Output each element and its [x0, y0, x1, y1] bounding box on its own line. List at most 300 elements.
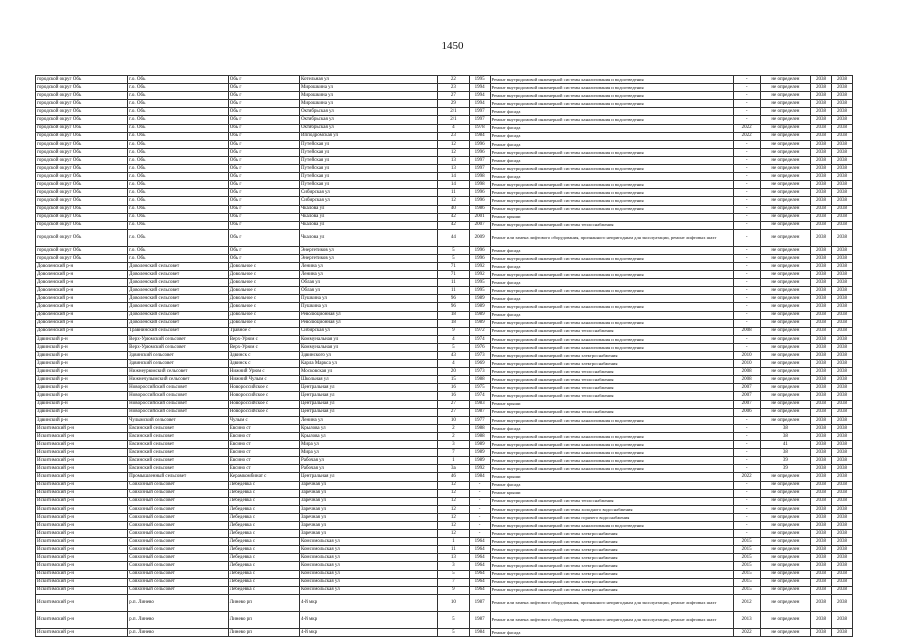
cost-cell: не определен	[760, 213, 810, 221]
table-row	[36, 213, 853, 221]
settlement-cell: Лебедевка с	[228, 521, 299, 529]
cost-cell: не определен	[760, 343, 810, 351]
last-repair-year-cell: -	[733, 100, 760, 108]
table-row	[36, 449, 853, 457]
cost-cell: не определен	[760, 189, 810, 197]
cost-cell: не определен	[760, 279, 810, 287]
last-repair-year-cell: -	[733, 221, 760, 229]
cost-cell: не определен	[760, 116, 810, 124]
street-cell: Революционная ул	[299, 319, 437, 327]
plan-start-cell: 2038	[811, 481, 832, 489]
build-year-cell: 1987	[469, 408, 490, 416]
settlement-cell: Нижний Урюм с	[228, 368, 299, 376]
table-row	[36, 611, 853, 628]
plan-end-cell: 2038	[831, 100, 852, 108]
municipality-cell: г.о. Обь	[128, 254, 229, 262]
build-year-cell: 1984	[469, 132, 490, 140]
plan-start-cell: 2038	[811, 562, 832, 570]
last-repair-year-cell: -	[733, 262, 760, 270]
municipality-cell: г.о. Обь	[128, 140, 229, 148]
work-type-cell: Ремонт внутридомовой инженерной системы канализования и водоотведения	[490, 416, 733, 424]
plan-start-cell: 2038	[811, 287, 832, 295]
house-number-cell: 44	[438, 229, 469, 246]
district-cell: городской округ Обь	[36, 205, 128, 213]
municipality-cell: г.о. Обь	[128, 108, 229, 116]
settlement-cell: Нижний Чулым с	[228, 376, 299, 384]
house-number-cell: 16	[438, 384, 469, 392]
settlement-cell: Обь г	[228, 165, 299, 173]
municipality-cell: Чулымский сельсовет	[128, 416, 229, 424]
district-cell: городской округ Обь	[36, 181, 128, 189]
plan-end-cell: 2038	[831, 457, 852, 465]
cost-cell: не определен	[760, 538, 810, 546]
district-cell: Искитимский р-н	[36, 481, 128, 489]
cost-cell: не определен	[760, 311, 810, 319]
district-cell: Искитимский р-н	[36, 457, 128, 465]
municipality-cell: г.о. Обь	[128, 213, 229, 221]
district-cell: Искитимский р-н	[36, 594, 128, 611]
plan-start-cell: 2038	[811, 360, 832, 368]
table-row	[36, 457, 853, 465]
work-type-cell: Ремонт внутридомовой инженерной системы электроснабжения	[490, 546, 733, 554]
work-type-cell: Ремонт внутридомовой инженерной системы теплоснабжения	[490, 384, 733, 392]
build-year-cell: 1977	[469, 416, 490, 424]
work-type-cell: Ремонт фасада	[490, 295, 733, 303]
municipality-cell: Совхозный сельсовет	[128, 489, 229, 497]
work-type-cell: Ремонт внутридомовой инженерной системы теплоснабжения	[490, 497, 733, 505]
cost-cell: 41	[760, 441, 810, 449]
build-year-cell: 1989	[469, 311, 490, 319]
table-row	[36, 554, 853, 562]
table-row	[36, 84, 853, 92]
work-type-cell: Ремонт внутридомовой инженерной системы канализования и водоотведения	[490, 254, 733, 262]
house-number-cell: 11	[438, 279, 469, 287]
street-cell: Центральная ул	[299, 400, 437, 408]
house-number-cell: 11	[438, 546, 469, 554]
last-repair-year-cell: 2007	[733, 400, 760, 408]
settlement-cell: Лебедевка с	[228, 562, 299, 570]
plan-end-cell: 2038	[831, 473, 852, 481]
settlement-cell: Лебедевка с	[228, 481, 299, 489]
build-year-cell: 1998	[469, 173, 490, 181]
municipality-cell: г.о. Обь	[128, 229, 229, 246]
plan-start-cell: 2038	[811, 416, 832, 424]
table-row	[36, 562, 853, 570]
work-type-cell: Ремонт фасада	[490, 311, 733, 319]
build-year-cell: 1964	[469, 554, 490, 562]
district-cell: городской округ Обь	[36, 189, 128, 197]
build-year-cell: 1989	[469, 441, 490, 449]
plan-start-cell: 2038	[811, 473, 832, 481]
house-number-cell: 9	[438, 586, 469, 594]
table-row	[36, 156, 853, 164]
plan-end-cell: 2038	[831, 84, 852, 92]
settlement-cell: Обь г	[228, 221, 299, 229]
registry-body	[36, 76, 853, 637]
municipality-cell: Евсинский сельсовет	[128, 465, 229, 473]
settlement-cell: Здвинск с	[228, 352, 299, 360]
plan-start-cell: 2038	[811, 505, 832, 513]
work-type-cell: Ремонт фасада	[490, 481, 733, 489]
build-year-cell: 1973	[469, 368, 490, 376]
table-row	[36, 148, 853, 156]
build-year-cell: 1983	[469, 400, 490, 408]
street-cell: Центральная ул	[299, 392, 437, 400]
plan-end-cell: 2038	[831, 327, 852, 335]
municipality-cell: г.о. Обь	[128, 148, 229, 156]
table-row	[36, 481, 853, 489]
table-row	[36, 335, 853, 343]
work-type-cell: Ремонт внутридомовой инженерной системы канализования и водоотведения	[490, 343, 733, 351]
municipality-cell: р.п. Линево	[128, 628, 229, 636]
cost-cell: не определен	[760, 352, 810, 360]
last-repair-year-cell: 2007	[733, 392, 760, 400]
settlement-cell: Лебедевка с	[228, 489, 299, 497]
street-cell: Комсомольская ул	[299, 546, 437, 554]
last-repair-year-cell: 2015	[733, 538, 760, 546]
house-number-cell: 15	[438, 376, 469, 384]
last-repair-year-cell: 2010	[733, 352, 760, 360]
street-cell: Комсомольская ул	[299, 570, 437, 578]
plan-start-cell: 2038	[811, 156, 832, 164]
plan-end-cell: 2038	[831, 76, 852, 84]
plan-end-cell: 2038	[831, 108, 852, 116]
plan-start-cell: 2038	[811, 189, 832, 197]
street-cell: Чкалова ул	[299, 213, 437, 221]
cost-cell: не определен	[760, 505, 810, 513]
district-cell: городской округ Обь	[36, 132, 128, 140]
house-number-cell: 22	[438, 76, 469, 84]
plan-start-cell: 2038	[811, 262, 832, 270]
street-cell: Путейская ул	[299, 165, 437, 173]
plan-start-cell: 2038	[811, 132, 832, 140]
table-row	[36, 197, 853, 205]
plan-end-cell: 2038	[831, 140, 852, 148]
house-number-cell: 16	[438, 392, 469, 400]
last-repair-year-cell: -	[733, 140, 760, 148]
district-cell: городской округ Обь	[36, 76, 128, 84]
settlement-cell: Евсино ст	[228, 457, 299, 465]
table-row	[36, 465, 853, 473]
settlement-cell: Лебедевка с	[228, 530, 299, 538]
plan-start-cell: 2038	[811, 327, 832, 335]
district-cell: Искитимский р-н	[36, 611, 128, 628]
settlement-cell: Обь г	[228, 229, 299, 246]
plan-start-cell: 2038	[811, 205, 832, 213]
plan-start-cell: 2038	[811, 392, 832, 400]
last-repair-year-cell: 2022	[733, 132, 760, 140]
last-repair-year-cell: 2010	[733, 360, 760, 368]
work-type-cell: Ремонт фасада	[490, 262, 733, 270]
table-row	[36, 287, 853, 295]
district-cell: Здвинский р-н	[36, 400, 128, 408]
street-cell: Заречная ул	[299, 481, 437, 489]
district-cell: городской округ Обь	[36, 229, 128, 246]
build-year-cell: 1988	[469, 432, 490, 440]
build-year-cell: 1989	[469, 457, 490, 465]
district-cell: Искитимский р-н	[36, 497, 128, 505]
work-type-cell: Ремонт внутридомовой инженерной системы электроснабжения	[490, 562, 733, 570]
plan-end-cell: 2038	[831, 497, 852, 505]
street-cell: Центральная ул	[299, 408, 437, 416]
plan-end-cell: 2038	[831, 295, 852, 303]
last-repair-year-cell: -	[733, 416, 760, 424]
house-number-cell: 18	[438, 319, 469, 327]
work-type-cell: Ремонт внутридомовой инженерной системы канализования и водоотведения	[490, 287, 733, 295]
house-number-cell: 12	[438, 505, 469, 513]
table-row	[36, 497, 853, 505]
work-type-cell: Ремонт внутридомовой инженерной системы канализования и водоотведения	[490, 303, 733, 311]
build-year-cell: 1997	[469, 116, 490, 124]
municipality-cell: Новороссийский сельсовет	[128, 392, 229, 400]
build-year-cell: -	[469, 521, 490, 529]
plan-end-cell: 2038	[831, 481, 852, 489]
table-row	[36, 165, 853, 173]
settlement-cell: Лебедевка с	[228, 570, 299, 578]
house-number-cell: 3	[438, 441, 469, 449]
settlement-cell: Лебедевка с	[228, 554, 299, 562]
work-type-cell: Ремонт фасада	[490, 628, 733, 636]
plan-start-cell: 2038	[811, 165, 832, 173]
cost-cell: не определен	[760, 384, 810, 392]
table-row	[36, 124, 853, 132]
settlement-cell: Обь г	[228, 132, 299, 140]
work-type-cell: Ремонт внутридомовой инженерной системы теплоснабжения	[490, 408, 733, 416]
house-number-cell: 11	[438, 189, 469, 197]
plan-end-cell: 2038	[831, 156, 852, 164]
work-type-cell: Ремонт фасада	[490, 140, 733, 148]
district-cell: городской округ Обь	[36, 92, 128, 100]
house-number-cell: 2	[438, 432, 469, 440]
table-row	[36, 400, 853, 408]
district-cell: Искитимский р-н	[36, 570, 128, 578]
table-row	[36, 628, 853, 636]
cost-cell: не определен	[760, 513, 810, 521]
district-cell: Здвинский р-н	[36, 360, 128, 368]
plan-end-cell: 2038	[831, 441, 852, 449]
plan-start-cell: 2038	[811, 570, 832, 578]
settlement-cell: Обь г	[228, 84, 299, 92]
district-cell: Искитимский р-н	[36, 489, 128, 497]
house-number-cell: 13	[438, 554, 469, 562]
municipality-cell: р.п. Линево	[128, 594, 229, 611]
build-year-cell: 1997	[469, 108, 490, 116]
municipality-cell: Совхозный сельсовет	[128, 538, 229, 546]
municipality-cell: г.о. Обь	[128, 116, 229, 124]
table-row	[36, 92, 853, 100]
table-row	[36, 570, 853, 578]
plan-end-cell: 2038	[831, 343, 852, 351]
district-cell: Здвинский р-н	[36, 376, 128, 384]
district-cell: Искитимский р-н	[36, 530, 128, 538]
district-cell: городской округ Обь	[36, 221, 128, 229]
settlement-cell: Довольное с	[228, 262, 299, 270]
build-year-cell: 1996	[469, 140, 490, 148]
plan-end-cell: 2038	[831, 521, 852, 529]
last-repair-year-cell: -	[733, 205, 760, 213]
plan-start-cell: 2038	[811, 352, 832, 360]
plan-end-cell: 2038	[831, 384, 852, 392]
house-number-cell: 12	[438, 521, 469, 529]
district-cell: Искитимский р-н	[36, 505, 128, 513]
last-repair-year-cell: -	[733, 148, 760, 156]
build-year-cell: -	[469, 530, 490, 538]
plan-end-cell: 2038	[831, 594, 852, 611]
street-cell: Комсомольская ул	[299, 578, 437, 586]
municipality-cell: г.о. Обь	[128, 156, 229, 164]
plan-end-cell: 2038	[831, 628, 852, 636]
build-year-cell: 1995	[469, 279, 490, 287]
municipality-cell: г.о. Обь	[128, 124, 229, 132]
work-type-cell: Ремонт внутридомовой инженерной системы электроснабжения	[490, 360, 733, 368]
work-type-cell: Ремонт внутридомовой инженерной системы канализования и водоотведения	[490, 189, 733, 197]
street-cell: Коммунальная ул	[299, 335, 437, 343]
plan-start-cell: 2038	[811, 295, 832, 303]
municipality-cell: Евсинский сельсовет	[128, 432, 229, 440]
house-number-cell: 13	[438, 165, 469, 173]
settlement-cell: Евсино ст	[228, 432, 299, 440]
house-number-cell: 27	[438, 92, 469, 100]
district-cell: Искитимский р-н	[36, 586, 128, 594]
district-cell: Здвинский р-н	[36, 392, 128, 400]
cost-cell: 39	[760, 457, 810, 465]
build-year-cell: 1994	[469, 84, 490, 92]
municipality-cell: Совхозный сельсовет	[128, 513, 229, 521]
cost-cell: не определен	[760, 392, 810, 400]
plan-end-cell: 2038	[831, 352, 852, 360]
work-type-cell: Ремонт внутридомовой инженерной системы электроснабжения	[490, 586, 733, 594]
cost-cell: не определен	[760, 132, 810, 140]
house-number-cell: 10	[438, 594, 469, 611]
municipality-cell: Совхозный сельсовет	[128, 570, 229, 578]
settlement-cell: Обь г	[228, 116, 299, 124]
last-repair-year-cell: -	[733, 303, 760, 311]
table-row	[36, 546, 853, 554]
settlement-cell: Обь г	[228, 76, 299, 84]
street-cell: Октябрьская ул	[299, 124, 437, 132]
work-type-cell: Ремонт внутридомовой инженерной системы канализования и водоотведения	[490, 76, 733, 84]
house-number-cell: 1	[438, 538, 469, 546]
work-type-cell: Ремонт внутридомовой инженерной системы канализования и водоотведения	[490, 457, 733, 465]
cost-cell: не определен	[760, 408, 810, 416]
district-cell: городской округ Обь	[36, 156, 128, 164]
work-type-cell: Ремонт фасада	[490, 424, 733, 432]
district-cell: Доволенский р-н	[36, 319, 128, 327]
build-year-cell: 1984	[469, 628, 490, 636]
last-repair-year-cell: -	[733, 173, 760, 181]
last-repair-year-cell: -	[733, 432, 760, 440]
plan-start-cell: 2038	[811, 441, 832, 449]
street-cell: Котельная ул	[299, 76, 437, 84]
table-row	[36, 505, 853, 513]
cost-cell: не определен	[760, 376, 810, 384]
settlement-cell: Евсино ст	[228, 465, 299, 473]
work-type-cell: Ремонт внутридомовой инженерной системы электроснабжения	[490, 538, 733, 546]
build-year-cell: 2007	[469, 221, 490, 229]
municipality-cell: г.о. Обь	[128, 197, 229, 205]
build-year-cell: 1974	[469, 335, 490, 343]
house-number-cell: 29	[438, 100, 469, 108]
work-type-cell: Ремонт внутридомовой инженерной системы канализования и водоотведения	[490, 84, 733, 92]
house-number-cell: 42	[438, 221, 469, 229]
cost-cell: не определен	[760, 197, 810, 205]
house-number-cell: 23	[438, 84, 469, 92]
house-number-cell: 2	[438, 424, 469, 432]
cost-cell: не определен	[760, 254, 810, 262]
settlement-cell: Чулым с	[228, 416, 299, 424]
street-cell: Ленина ул	[299, 271, 437, 279]
district-cell: Искитимский р-н	[36, 465, 128, 473]
last-repair-year-cell: -	[733, 197, 760, 205]
plan-start-cell: 2038	[811, 246, 832, 254]
plan-end-cell: 2038	[831, 416, 852, 424]
street-cell: Московская ул	[299, 368, 437, 376]
district-cell: Доволенский р-н	[36, 262, 128, 270]
table-row	[36, 408, 853, 416]
municipality-cell: Евсинский сельсовет	[128, 441, 229, 449]
cost-cell: не определен	[760, 148, 810, 156]
municipality-cell: г.о. Обь	[128, 173, 229, 181]
house-number-cell: 2/1	[438, 108, 469, 116]
municipality-cell: Здвинский сельсовет	[128, 360, 229, 368]
house-number-cell: 96	[438, 295, 469, 303]
house-number-cell: 4	[438, 124, 469, 132]
last-repair-year-cell: -	[733, 513, 760, 521]
table-row	[36, 173, 853, 181]
cost-cell: не определен	[760, 628, 810, 636]
plan-start-cell: 2038	[811, 116, 832, 124]
work-type-cell: Ремонт фасада	[490, 124, 733, 132]
work-type-cell: Ремонт внутридомовой инженерной системы канализования и водоотведения	[490, 449, 733, 457]
street-cell: Заречная ул	[299, 505, 437, 513]
work-type-cell: Ремонт внутридомовой инженерной системы теплоснабжения	[490, 221, 733, 229]
district-cell: Доволенский р-н	[36, 295, 128, 303]
district-cell: Здвинский р-н	[36, 352, 128, 360]
cost-cell: не определен	[760, 319, 810, 327]
settlement-cell: Довольное с	[228, 287, 299, 295]
build-year-cell: 1997	[469, 165, 490, 173]
street-cell: Пушкина ул	[299, 303, 437, 311]
work-type-cell: Ремонт внутридомовой инженерной системы канализования и водоотведения	[490, 165, 733, 173]
street-cell: Чкалова ул	[299, 229, 437, 246]
last-repair-year-cell: -	[733, 497, 760, 505]
district-cell: Искитимский р-н	[36, 628, 128, 636]
last-repair-year-cell: 2013	[733, 611, 760, 628]
build-year-cell: 1992	[469, 271, 490, 279]
work-type-cell: Ремонт внутридомовой инженерной системы теплоснабжения	[490, 368, 733, 376]
build-year-cell: 1996	[469, 148, 490, 156]
street-cell: Комсомольская ул	[299, 586, 437, 594]
house-number-cell: 23	[438, 132, 469, 140]
work-type-cell: Ремонт или замена лифтового оборудования, признанного непригодным для эксплуатации, ремонт лифтовых шахт	[490, 229, 733, 246]
street-cell: Ленина ул	[299, 416, 437, 424]
work-type-cell: Ремонт крыши	[490, 473, 733, 481]
house-number-cell: 42	[438, 213, 469, 221]
table-row	[36, 586, 853, 594]
plan-start-cell: 2038	[811, 303, 832, 311]
cost-cell: не определен	[760, 287, 810, 295]
settlement-cell: Евсино ст	[228, 449, 299, 457]
house-number-cell: 12	[438, 513, 469, 521]
table-row	[36, 181, 853, 189]
settlement-cell: Обь г	[228, 92, 299, 100]
build-year-cell: 1995	[469, 287, 490, 295]
work-type-cell: Ремонт внутридомовой инженерной системы канализования и водоотведения	[490, 116, 733, 124]
house-number-cell: 71	[438, 271, 469, 279]
plan-start-cell: 2038	[811, 513, 832, 521]
work-type-cell: Ремонт внутридомовой инженерной системы канализования и водоотведения	[490, 100, 733, 108]
cost-cell: не определен	[760, 173, 810, 181]
